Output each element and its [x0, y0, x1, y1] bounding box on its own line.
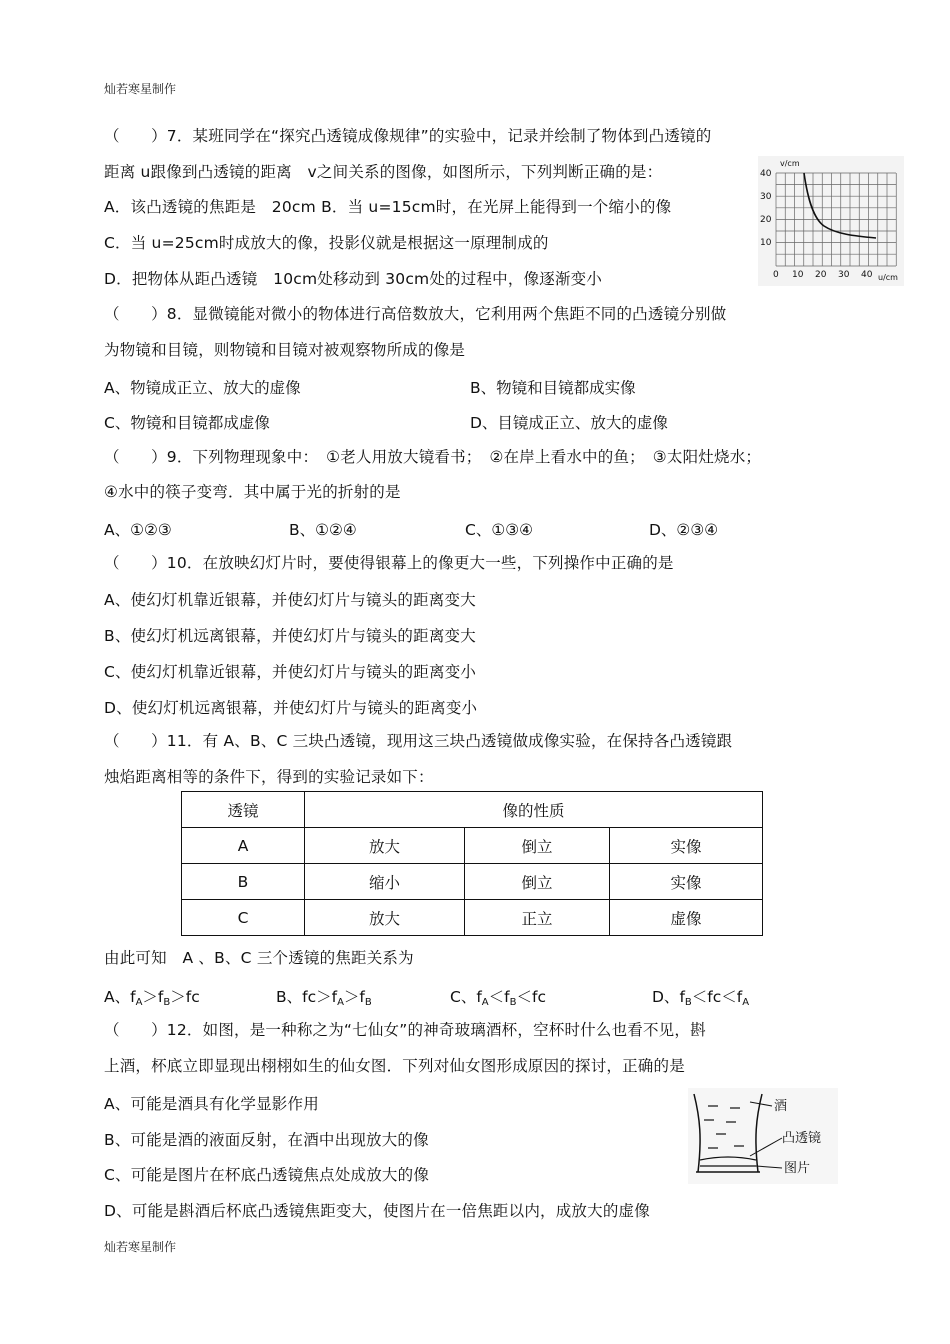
label-picture: 图片 — [784, 1161, 811, 1176]
q8-option-d: D、目镜成正立、放大的虚像 — [470, 414, 668, 432]
option-text: f — [679, 988, 685, 1006]
q7-option-c: C．当 u=25cm时成放大的像，投影仪就是根据这一原理制成的 — [104, 234, 549, 252]
q11-option-c — [450, 985, 546, 1008]
table-row — [182, 864, 763, 900]
q10-option-d: D、使幻灯机远离银幕，并使幻灯片与镜头的距离变小 — [104, 699, 478, 717]
q11-conclusion: 由此可知 A 、B、C 三个透镜的焦距关系为 — [104, 949, 414, 967]
q9-stem-line1: （ ）9．下列物理现象中： ①老人用放大镜看书； ②在岸上看水中的鱼； ③太阳灶烧水； — [104, 448, 762, 466]
option-text: fc＞f — [302, 988, 338, 1006]
q8-option-c: C、物镜和目镜都成虚像 — [104, 414, 270, 432]
q12-stem-line1: （ ）12．如图，是一种称之为“七仙女”的神奇玻璃酒杯，空杯时什么也看不见，斟 — [104, 1021, 706, 1039]
q7-graph-xtick: 40 — [861, 270, 873, 280]
table-cell: A — [182, 828, 305, 864]
option-text: ＜fc — [516, 988, 546, 1006]
table-cell: 正立 — [465, 900, 610, 936]
label-lens: 凸透镜 — [782, 1131, 822, 1146]
q8-option-b: B、物镜和目镜都成实像 — [470, 379, 636, 397]
q7-graph-xtick: 30 — [838, 270, 850, 280]
q7-stem-line1: （ ）7．某班同学在“探究凸透镜成像规律”的实验中，记录并绘制了物体到凸透镜的 — [104, 127, 712, 145]
q11-option-d — [652, 985, 749, 1008]
q7-option-d: D．把物体从距凸透镜 10cm处移动到 30cm处的过程中，像逐渐变小 — [104, 270, 603, 288]
q9-option-a: A、①②③ — [104, 521, 172, 539]
subscript: B — [509, 997, 517, 1008]
q7-graph-ytick: 30 — [760, 192, 772, 202]
subscript: A — [481, 997, 489, 1008]
q9-option-c: C、①③④ — [465, 521, 534, 539]
q12-stem-line2: 上酒，杯底立即显现出栩栩如生的仙女图．下列对仙女图形成原因的探讨，正确的是 — [104, 1057, 685, 1075]
option-text: ＞fc — [170, 988, 200, 1006]
option-text: ＜f — [488, 988, 510, 1006]
q9-option-d: D、②③④ — [649, 521, 719, 539]
table-cell: 放大 — [305, 900, 465, 936]
label-wine: 酒 — [774, 1099, 788, 1114]
option-label: A、 — [104, 988, 131, 1006]
q7-stem-line2: 距离 u跟像到凸透镜的距离 v之间关系的图像，如图所示，下列判断正确的是： — [104, 163, 663, 181]
q9-option-b: B、①②④ — [289, 521, 357, 539]
q7-graph-ylabel: v/cm — [780, 159, 800, 168]
option-text: f — [476, 988, 482, 1006]
q8-stem-line1: （ ）8．显微镜能对微小的物体进行高倍数放大，它利用两个焦距不同的凸透镜分别做 — [104, 305, 727, 323]
q8-stem-line2: 为物镜和目镜，则物镜和目镜对被观察物所成的像是 — [104, 341, 466, 359]
table-header-lens: 透镜 — [182, 792, 305, 828]
table-row — [182, 900, 763, 936]
q12-option-b: B、可能是酒的液面反射，在酒中出现放大的像 — [104, 1131, 429, 1149]
subscript: A — [742, 997, 750, 1008]
q11-results-table — [181, 791, 763, 936]
q10-option-a: A、使幻灯机靠近银幕，并使幻灯片与镜头的距离变大 — [104, 591, 476, 609]
q9-stem-line2: ④水中的筷子变弯．其中属于光的折射的是 — [104, 483, 401, 501]
q11-option-a — [104, 985, 200, 1008]
subscript: B — [364, 997, 372, 1008]
q7-graph-xlabel: u/cm — [878, 273, 898, 282]
option-label: C、 — [450, 988, 477, 1006]
q12-option-c: C、可能是图片在杯底凸透镜焦点处成放大的像 — [104, 1166, 430, 1184]
q7-uv-graph — [758, 156, 904, 286]
table-cell: 放大 — [305, 828, 465, 864]
q8-option-a: A、物镜成正立、放大的虚像 — [104, 379, 301, 397]
q7-graph-ytick: 10 — [760, 238, 772, 248]
q11-stem-line2: 烛焰距离相等的条件下，得到的实验记录如下： — [104, 768, 434, 786]
table-cell: 实像 — [610, 864, 763, 900]
subscript: B — [163, 997, 171, 1008]
table-cell: 缩小 — [305, 864, 465, 900]
subscript: A — [135, 997, 143, 1008]
table-cell: 倒立 — [465, 864, 610, 900]
option-text: f — [130, 988, 136, 1006]
q10-option-b: B、使幻灯机远离银幕，并使幻灯片与镜头的距离变大 — [104, 627, 476, 645]
q7-graph-ytick: 20 — [760, 215, 772, 225]
option-text: ＞f — [142, 988, 164, 1006]
q7-graph-xtick: 0 — [773, 270, 779, 280]
table-cell: C — [182, 900, 305, 936]
table-header-nature: 像的性质 — [305, 792, 763, 828]
table-cell: B — [182, 864, 305, 900]
q12-option-d: D、可能是斟酒后杯底凸透镜焦距变大，使图片在一倍焦距以内，成放大的虚像 — [104, 1202, 650, 1220]
page-header: 灿若寒星制作 — [104, 82, 177, 96]
q11-option-b — [276, 985, 372, 1008]
q12-wine-glass-figure — [688, 1088, 838, 1184]
option-text: ＜fc＜f — [691, 988, 743, 1006]
q10-option-c: C、使幻灯机靠近银幕，并使幻灯片与镜头的距离变小 — [104, 663, 477, 681]
q11-stem-line1: （ ）11．有 A、B、C 三块凸透镜，现用这三块凸透镜做成像实验，在保持各凸透镜跟 — [104, 732, 733, 750]
page-footer: 灿若寒星制作 — [104, 1240, 177, 1254]
q7-option-a-b: A．该凸透镜的焦距是 20cm B．当 u=15cm时，在光屏上能得到一个缩小的像 — [104, 198, 672, 216]
table-cell: 倒立 — [465, 828, 610, 864]
table-cell: 实像 — [610, 828, 763, 864]
q7-graph-xtick: 20 — [815, 270, 827, 280]
table-row — [182, 792, 763, 828]
subscript: A — [337, 997, 344, 1008]
option-text: ＞f — [343, 988, 365, 1006]
table-row — [182, 828, 763, 864]
option-label: B、 — [276, 988, 303, 1006]
table-cell: 虚像 — [610, 900, 763, 936]
subscript: B — [684, 997, 692, 1008]
option-label: D、 — [652, 988, 680, 1006]
q12-option-a: A、可能是酒具有化学显影作用 — [104, 1095, 319, 1113]
q10-stem: （ ）10．在放映幻灯片时，要使得银幕上的像更大一些，下列操作中正确的是 — [104, 554, 674, 572]
q7-graph-xtick: 10 — [792, 270, 804, 280]
q7-graph-ytick: 40 — [760, 169, 772, 179]
